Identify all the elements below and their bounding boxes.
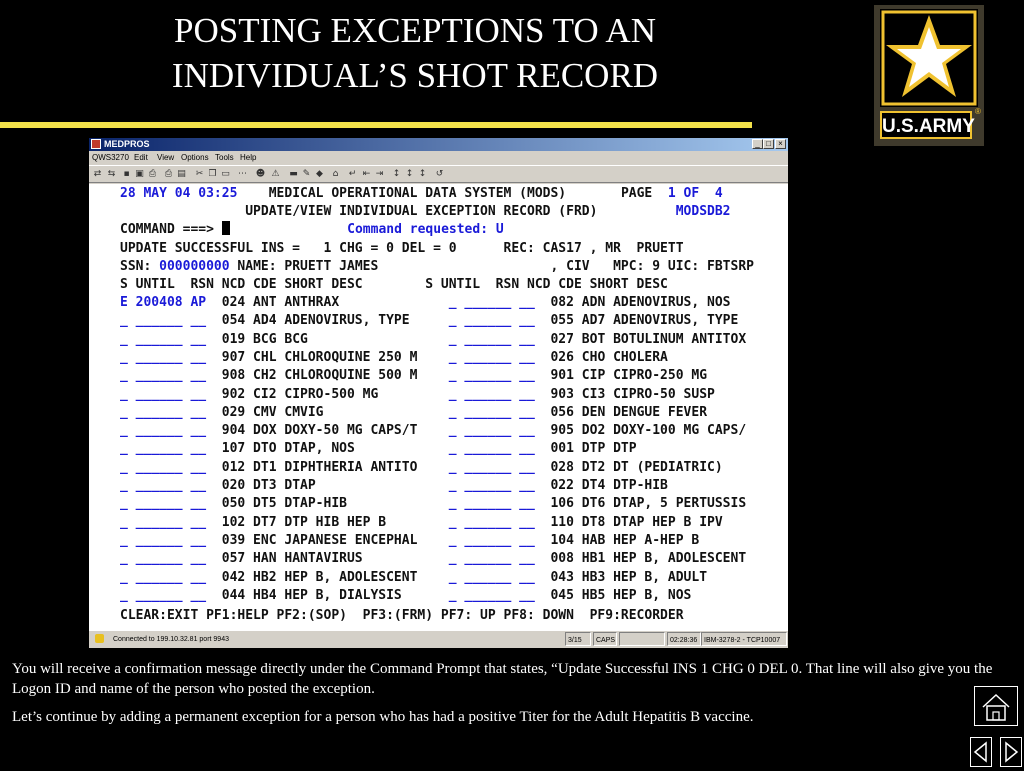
title-line-2: INDIVIDUAL’S SHOT RECORD bbox=[171, 56, 659, 95]
ssn-value: 000000000 bbox=[159, 259, 230, 274]
next-slide-button[interactable] bbox=[1000, 737, 1022, 767]
table-row bbox=[120, 550, 746, 568]
exception-input-left[interactable]: _ ______ __ bbox=[120, 404, 214, 420]
menu-tools[interactable]: Tools bbox=[215, 153, 234, 162]
exception-input-right[interactable]: _ ______ __ bbox=[448, 423, 543, 439]
paste-icon[interactable]: ▭ bbox=[221, 169, 230, 179]
window-titlebar[interactable] bbox=[89, 138, 788, 151]
exception-input-left[interactable]: _ ______ __ bbox=[120, 532, 214, 548]
vaccine-right: 082 ADN ADENOVIRUS, NOS bbox=[542, 295, 731, 310]
exception-input-right[interactable]: _ ______ __ bbox=[448, 349, 543, 365]
exception-input-right[interactable]: _ ______ __ bbox=[448, 368, 543, 384]
vaccine-right: 901 CIP CIPRO-250 MG bbox=[542, 368, 708, 384]
vaccine-right: 045 HB5 HEP B, NOS bbox=[542, 587, 692, 603]
page-label: PAGE bbox=[620, 186, 653, 201]
transfer-icon[interactable]: ◆ bbox=[316, 169, 323, 179]
vaccine-left: 057 HAN HANTAVIRUS bbox=[213, 551, 449, 567]
table-row bbox=[120, 312, 738, 330]
connect-icon[interactable]: ⇄ bbox=[93, 169, 102, 179]
vaccine-left: 020 DT3 DTAP bbox=[213, 478, 449, 493]
vaccine-left: 039 ENC JAPANESE ENCEPHAL bbox=[213, 532, 449, 548]
caps-indicator: CAPS bbox=[593, 632, 617, 646]
table-row bbox=[120, 331, 746, 349]
exception-input-left[interactable]: _ ______ __ bbox=[120, 569, 214, 585]
exception-input-left[interactable]: _ ______ __ bbox=[120, 478, 214, 493]
left-arrow-icon bbox=[971, 738, 991, 766]
vaccine-left: 907 CHL CHLOROQUINE 250 M bbox=[213, 349, 449, 365]
exception-input-left[interactable]: E 200408 AP bbox=[120, 295, 214, 310]
minimize-button[interactable]: _ bbox=[752, 139, 763, 149]
caption-paragraph-1: You will receive a confirmation message directly under the Command Prompt that states, “Update Successful INS 1 CHG 0 DEL 0. That line will also give you the Logon ID and name of the person who posted the exception. bbox=[12, 661, 993, 697]
screen-id: MODSDB2 bbox=[675, 204, 731, 219]
home-key-icon[interactable]: ⌂ bbox=[332, 169, 339, 179]
blank-indicator bbox=[619, 632, 665, 646]
disconnect-icon[interactable]: ⇆ bbox=[107, 169, 116, 179]
menu-view[interactable]: View bbox=[157, 153, 175, 162]
print-setup-icon[interactable]: ⎙ bbox=[164, 169, 173, 179]
save-icon[interactable]: ▪ bbox=[123, 169, 130, 179]
vaccine-right: 027 BOT BOTULINUM ANTITOX bbox=[542, 331, 747, 347]
menu-options[interactable]: Options bbox=[181, 153, 209, 162]
ssn-line bbox=[120, 258, 754, 276]
table-row bbox=[120, 587, 691, 605]
title-underline bbox=[0, 122, 752, 128]
exception-input-left[interactable]: _ ______ __ bbox=[120, 587, 214, 603]
record-icon[interactable]: ▣ bbox=[135, 169, 144, 179]
table-row bbox=[120, 440, 637, 458]
exception-input-right[interactable]: _ ______ __ bbox=[448, 569, 543, 585]
pa1-icon[interactable]: ↕ bbox=[392, 169, 401, 179]
macro-icon[interactable]: ✎ bbox=[302, 169, 311, 179]
vaccine-left: 042 HB2 HEP B, ADOLESCENT bbox=[213, 569, 449, 585]
vaccine-left: 107 DTO DTAP, NOS bbox=[213, 441, 449, 457]
cut-icon[interactable]: ✂ bbox=[195, 169, 204, 179]
command-input[interactable] bbox=[222, 221, 230, 235]
exception-input-left[interactable]: _ ______ __ bbox=[120, 331, 214, 347]
pa3-icon[interactable]: ↕ bbox=[418, 169, 427, 179]
menu-qws3270[interactable]: QWS3270 bbox=[92, 153, 129, 162]
exception-input-left[interactable]: _ ______ __ bbox=[120, 386, 214, 402]
keypad-icon[interactable]: ⋯ bbox=[238, 169, 247, 179]
app-icon bbox=[91, 139, 101, 149]
menu-edit[interactable]: Edit bbox=[134, 153, 148, 162]
vaccine-right: 056 DEN DENGUE FEVER bbox=[542, 404, 708, 420]
exception-input-right[interactable]: _ ______ __ bbox=[448, 514, 543, 530]
tab-icon[interactable]: ⇥ bbox=[375, 169, 384, 179]
home-icon bbox=[975, 687, 1017, 725]
exception-input-left[interactable]: _ ______ __ bbox=[120, 441, 214, 457]
page-number: 1 OF 4 bbox=[667, 186, 723, 201]
clock: 02:28:36 bbox=[667, 632, 701, 646]
vaccine-right: 028 DT2 DT (PEDIATRIC) bbox=[542, 459, 723, 475]
table-row bbox=[120, 532, 699, 550]
exception-input-right[interactable]: _ ______ __ bbox=[448, 478, 543, 493]
command-message: Command requested: U bbox=[347, 222, 504, 237]
exception-input-right[interactable]: _ ______ __ bbox=[448, 587, 543, 603]
vaccine-right: 110 DT8 DTAP HEP B IPV bbox=[542, 514, 723, 530]
army-logo bbox=[874, 5, 984, 146]
right-arrow-icon bbox=[1001, 738, 1021, 766]
exception-input-right[interactable]: _ ______ __ bbox=[448, 313, 543, 329]
table-row bbox=[120, 367, 707, 385]
vaccine-left: 054 AD4 ADENOVIRUS, TYPE bbox=[213, 313, 449, 329]
vaccine-left: 902 CI2 CIPRO-500 MG bbox=[213, 386, 449, 402]
vaccine-left: 029 CMV CMVIG bbox=[213, 404, 449, 420]
table-row bbox=[120, 386, 715, 404]
close-button[interactable]: × bbox=[775, 139, 786, 149]
toolbar bbox=[89, 165, 788, 183]
print-icon[interactable]: ⎙ bbox=[148, 169, 157, 179]
warning-icon[interactable]: ⚠ bbox=[271, 169, 280, 179]
table-row bbox=[120, 349, 668, 367]
function-key-line: CLEAR:EXIT PF1:HELP PF2:(SOP) PF3:(FRM) PF7: UP PF8: DOWN PF9:RECORDER bbox=[120, 608, 684, 623]
vaccine-right: 008 HB1 HEP B, ADOLESCENT bbox=[542, 551, 747, 567]
vaccine-right: 026 CHO CHOLERA bbox=[542, 349, 668, 365]
vaccine-right: 001 DTP DTP bbox=[542, 441, 637, 457]
exception-input-left[interactable]: _ ______ __ bbox=[120, 514, 214, 530]
maximize-button[interactable]: □ bbox=[763, 139, 774, 149]
exception-input-left[interactable]: _ ______ __ bbox=[120, 349, 214, 365]
title-line-1: POSTING EXCEPTIONS TO AN bbox=[174, 11, 656, 50]
menu-bar bbox=[89, 151, 788, 164]
menu-help[interactable]: Help bbox=[240, 153, 257, 162]
vaccine-right: 022 DT4 DTP-HIB bbox=[542, 478, 668, 493]
vaccine-left: 019 BCG BCG bbox=[213, 331, 449, 347]
vaccine-left: 904 DOX DOXY-50 MG CAPS/T bbox=[213, 423, 449, 439]
copy-icon[interactable]: ❐ bbox=[208, 169, 217, 179]
exception-input-right[interactable]: _ ______ __ bbox=[448, 496, 543, 512]
vaccine-right: 055 AD7 ADENOVIRUS, TYPE bbox=[542, 313, 739, 329]
exception-input-left[interactable]: _ ______ __ bbox=[120, 313, 214, 329]
window-title: MEDPROS bbox=[104, 139, 150, 149]
exception-input-right[interactable]: _ ______ __ bbox=[448, 441, 543, 457]
vaccine-left: 012 DT1 DIPHTHERIA ANTITO bbox=[213, 459, 449, 475]
exception-input-left[interactable]: _ ______ __ bbox=[120, 368, 214, 384]
terminal-model: IBM-3278-2 - TCP10007 bbox=[701, 632, 787, 646]
table-row bbox=[120, 495, 746, 513]
table-row bbox=[120, 477, 668, 495]
table-row bbox=[120, 514, 723, 532]
vaccine-left: 044 HB4 HEP B, DIALYSIS bbox=[213, 587, 449, 603]
medpros-window bbox=[89, 138, 788, 648]
screen-subtitle: UPDATE/VIEW INDIVIDUAL EXCEPTION RECORD (FRD) bbox=[245, 204, 598, 219]
slide-title bbox=[100, 8, 730, 98]
command-prompt: COMMAND ===> bbox=[120, 222, 222, 237]
vaccine-right: 106 DT6 DTAP, 5 PERTUSSIS bbox=[542, 496, 747, 512]
connection-status: Connected to 199.10.32.81 port 9943 bbox=[113, 636, 229, 643]
pa2-icon[interactable]: ↕ bbox=[405, 169, 414, 179]
table-row bbox=[120, 294, 731, 312]
table-row bbox=[120, 569, 707, 587]
enter-icon[interactable]: ↵ bbox=[348, 169, 357, 179]
vaccine-right: 104 HAB HEP A-HEP B bbox=[542, 532, 700, 548]
vaccine-left: 908 CH2 CHLOROQUINE 500 M bbox=[213, 368, 449, 384]
vaccine-left: 024 ANT ANTHRAX bbox=[213, 295, 449, 310]
header-line-2 bbox=[120, 203, 731, 221]
exception-input-left[interactable]: _ ______ __ bbox=[120, 496, 214, 512]
exception-input-right[interactable]: _ ______ __ bbox=[448, 551, 543, 567]
reset-icon[interactable]: ↺ bbox=[435, 169, 444, 179]
exception-input-left[interactable]: _ ______ __ bbox=[120, 459, 214, 475]
column-headers: S UNTIL RSN NCD CDE SHORT DESC S UNTIL RSN NCD CDE SHORT DESC bbox=[120, 277, 668, 292]
system-name: MEDICAL OPERATIONAL DATA SYSTEM (MODS) bbox=[268, 186, 567, 201]
update-status-line: UPDATE SUCCESSFUL INS = 1 CHG = 0 DEL = 0 REC: CAS17 , MR PRUETT bbox=[120, 241, 684, 256]
table-row bbox=[120, 459, 723, 477]
ssn-name-info: NAME: PRUETT JAMES , CIV MPC: 9 UIC: FBTSRP bbox=[229, 259, 754, 274]
caption-paragraph-2: Let’s continue by adding a permanent exception for a person who has had a positive Titer for the Adult Hepatitis B vaccine. bbox=[12, 709, 754, 725]
vaccine-left: 102 DT7 DTP HIB HEP B bbox=[213, 514, 449, 530]
backtab-icon[interactable]: ⇤ bbox=[362, 169, 371, 179]
exception-input-right[interactable]: _ ______ __ bbox=[448, 532, 543, 548]
ssn-label: SSN: bbox=[120, 259, 160, 274]
cursor-position: 3/15 bbox=[565, 632, 591, 646]
exception-input-left[interactable]: _ ______ __ bbox=[120, 551, 214, 567]
screen-icon[interactable]: ▬ bbox=[289, 169, 298, 179]
exception-input-right[interactable]: _ ______ __ bbox=[448, 459, 543, 475]
lock-icon bbox=[95, 634, 104, 643]
exception-input-right[interactable]: _ ______ __ bbox=[448, 404, 543, 420]
army-logo-text: U.S.ARMY bbox=[880, 111, 972, 139]
registered-mark: ® bbox=[975, 107, 981, 116]
system-date: 28 MAY 04 03:25 bbox=[120, 186, 238, 201]
exception-input-right[interactable]: _ ______ __ bbox=[448, 331, 543, 347]
vaccine-left: 050 DT5 DTAP-HIB bbox=[213, 496, 449, 512]
vaccine-right: 903 CI3 CIPRO-50 SUSP bbox=[542, 386, 715, 402]
options-icon[interactable]: ▤ bbox=[177, 169, 186, 179]
status-bar bbox=[89, 631, 788, 648]
vaccine-right: 043 HB3 HEP B, ADULT bbox=[542, 569, 708, 585]
command-line bbox=[120, 221, 504, 239]
table-row bbox=[120, 404, 707, 422]
exception-input-right[interactable]: _ ______ __ bbox=[448, 295, 543, 310]
terminal-screen[interactable] bbox=[89, 184, 788, 631]
exception-input-left[interactable]: _ ______ __ bbox=[120, 423, 214, 439]
header-line-1 bbox=[120, 185, 723, 203]
previous-slide-button[interactable] bbox=[970, 737, 992, 767]
vaccine-right: 905 DO2 DOXY-100 MG CAPS/ bbox=[542, 423, 747, 439]
exception-input-right[interactable]: _ ______ __ bbox=[448, 386, 543, 402]
army-star-icon bbox=[880, 9, 978, 107]
user-icon[interactable]: ☻ bbox=[255, 169, 266, 179]
table-row bbox=[120, 422, 746, 440]
home-button[interactable] bbox=[974, 686, 1018, 726]
